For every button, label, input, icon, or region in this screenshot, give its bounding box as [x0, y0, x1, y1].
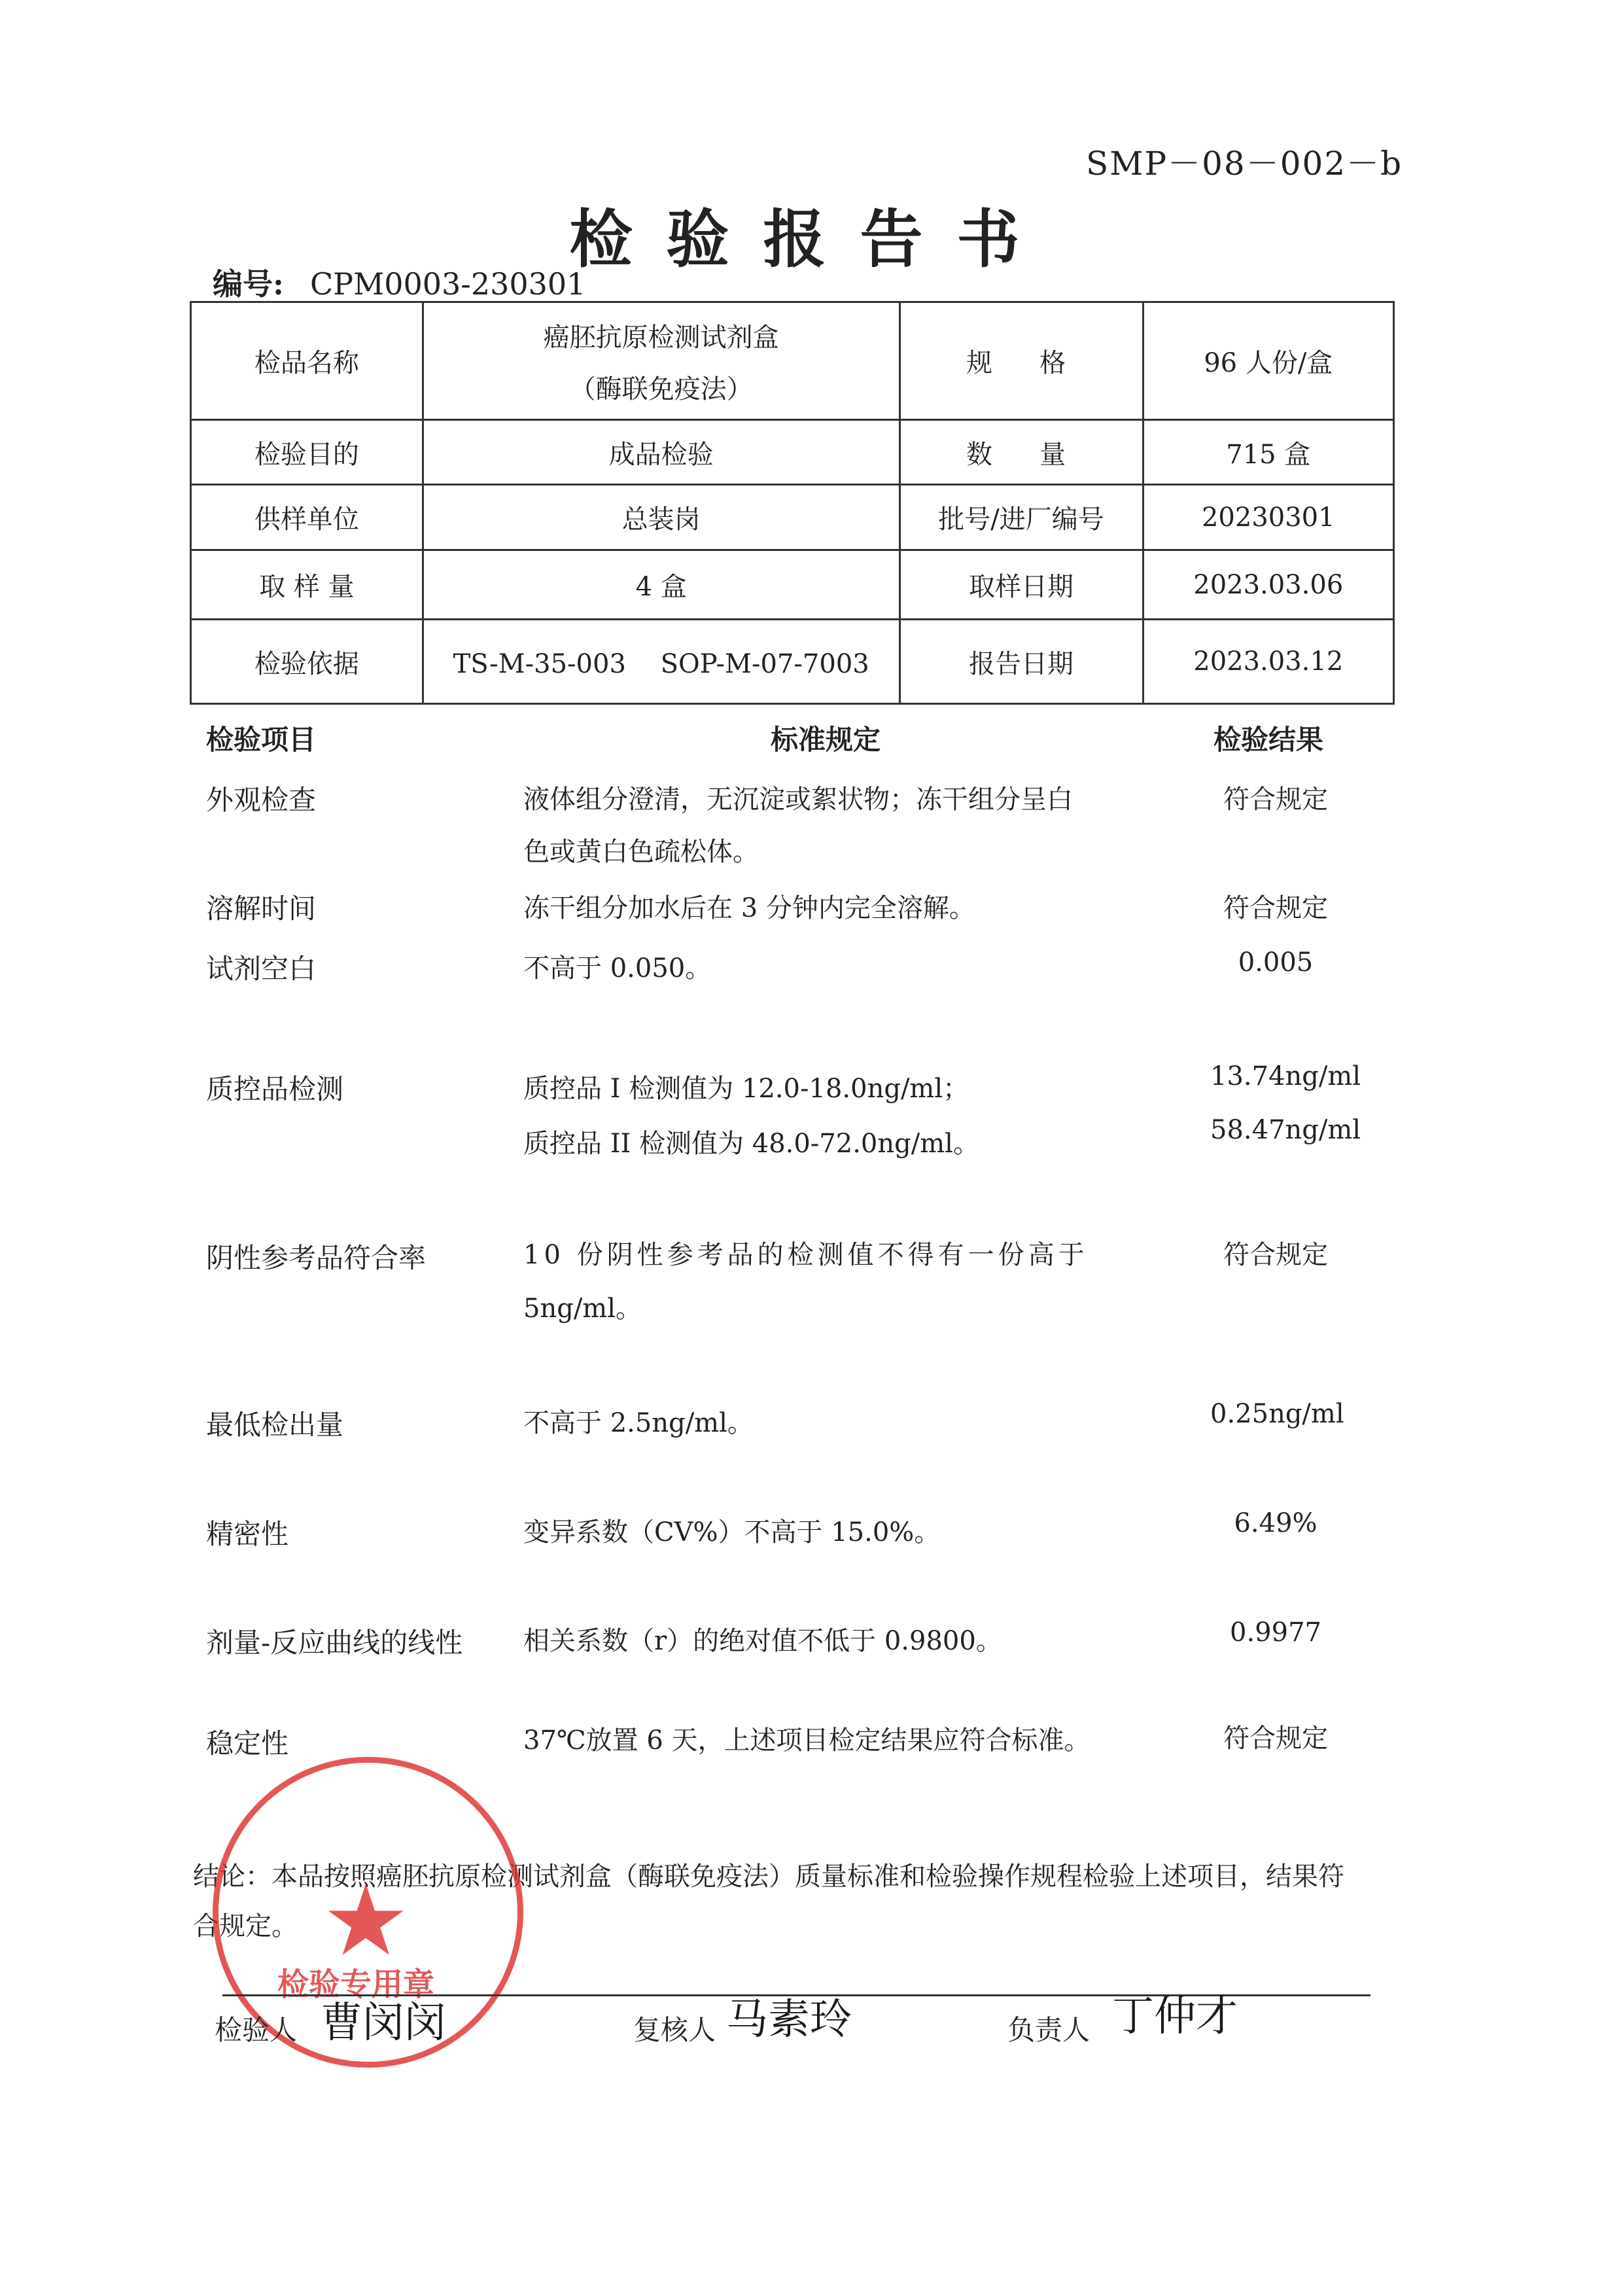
test-result-stability: 符合规定 [1223, 1723, 1328, 1754]
test-item-appearance: 外观检查 [206, 784, 317, 816]
test-std-linearity: 相关系数（r）的绝对值不低于 0.9800。 [523, 1626, 1002, 1656]
batch-value: 20230301 [1143, 485, 1393, 550]
test-item-precision: 精密性 [206, 1518, 289, 1550]
reviewer-signature: 马素玲 [726, 1996, 852, 2044]
product-name-line2: （酶联免疫法） [569, 374, 753, 404]
test-item-detection-limit: 最低检出量 [206, 1409, 344, 1441]
test-result-linearity: 0.9977 [1230, 1617, 1321, 1648]
test-result-detection-limit: 0.25ng/ml [1210, 1399, 1344, 1429]
serial-number [213, 260, 585, 304]
sample-date-label: 取样日期 [899, 550, 1143, 620]
conclusion-text: 结论：本品按照癌胚抗原检测试剂盒（酶联免疫法）质量标准和检验操作规程检验上述项目，结果符合规定。 [193, 1862, 1344, 1941]
serial-value: CPM0003-230301 [309, 266, 586, 302]
test-result-qc-2: 58.47ng/ml [1210, 1115, 1361, 1145]
batch-label: 批号/进厂编号 [899, 485, 1143, 550]
info-row-purpose [191, 420, 1394, 485]
test-std-qc-line2: 质控品 II 检测值为 48.0-72.0ng/ml。 [523, 1129, 979, 1159]
document-code: SMP－08－002－b [1086, 145, 1403, 183]
responsible-signature: 丁仲才 [1112, 1992, 1238, 2041]
test-item-negative-ref: 阴性参考品符合率 [206, 1242, 427, 1274]
reviewer-label: 复核人 [633, 2014, 716, 2046]
responsible-label: 负责人 [1007, 2014, 1091, 2046]
test-std-dissolution: 冻干组分加水后在 3 分钟内完全溶解。 [523, 893, 975, 923]
seal-text: 检验专用章 [277, 1966, 435, 2003]
test-std-stability: 37℃放置 6 天，上述项目检定结果应符合标准。 [523, 1725, 1091, 1756]
test-item-stability: 稳定性 [206, 1727, 289, 1759]
sample-amount-value: 4 盒 [423, 550, 899, 620]
inspector-label: 检验人 [215, 2014, 298, 2046]
test-std-detection-limit: 不高于 2.5ng/ml。 [523, 1408, 754, 1438]
report-date-value: 2023.03.12 [1143, 620, 1393, 704]
test-item-blank: 试剂空白 [206, 953, 317, 985]
purpose-value: 成品检验 [423, 420, 899, 485]
test-result-precision: 6.49% [1234, 1508, 1318, 1538]
spec-value: 96 人份/盒 [1143, 302, 1393, 420]
header-standard: 标准规定 [771, 724, 881, 756]
quantity-value: 715 盒 [1143, 420, 1393, 485]
test-std-precision: 变异系数（CV%）不高于 15.0%。 [523, 1517, 941, 1547]
sample-amount-label: 取 样 量 [191, 550, 423, 620]
purpose-label: 检验目的 [191, 420, 423, 485]
test-item-dissolution: 溶解时间 [206, 892, 317, 925]
basis-label: 检验依据 [191, 620, 423, 704]
supplier-label: 供样单位 [191, 485, 423, 550]
test-result-blank: 0.005 [1238, 947, 1314, 978]
quantity-label: 数 量 [899, 420, 1143, 485]
report-title: 检验报告书 [569, 202, 1054, 276]
spec-label: 规 格 [899, 302, 1143, 420]
test-std-blank: 不高于 0.050。 [523, 953, 712, 983]
info-table [190, 301, 1395, 705]
test-std-negative-ref-line1: 10 份阴性参考品的检测值不得有一份高于 [523, 1240, 1089, 1270]
supplier-value: 总装岗 [423, 485, 899, 550]
test-std-appearance-line1: 液体组分澄清，无沉淀或絮状物；冻干组分呈白 [523, 785, 1073, 815]
test-result-negative-ref: 符合规定 [1223, 1240, 1328, 1270]
serial-label: 编号: [213, 266, 284, 302]
inspector-signature: 曹闵闵 [321, 1999, 446, 2047]
product-name-value [423, 302, 899, 420]
test-result-qc-1: 13.74ng/ml [1210, 1061, 1361, 1091]
test-result-dissolution: 符合规定 [1223, 893, 1328, 923]
report-date-label: 报告日期 [899, 620, 1143, 704]
product-name-line1: 癌胚抗原检测试剂盒 [543, 322, 779, 353]
test-std-negative-ref-line2: 5ng/ml。 [523, 1294, 642, 1324]
info-row-product [191, 302, 1394, 420]
sample-date-value: 2023.03.06 [1143, 550, 1393, 620]
test-item-qc: 质控品检测 [206, 1073, 344, 1105]
test-std-qc-line1: 质控品 I 检测值为 12.0-18.0ng/ml； [523, 1074, 969, 1104]
basis-value: TS-M-35-003 SOP-M-07-7003 [423, 620, 899, 704]
info-row-sample [191, 550, 1394, 620]
header-test-item: 检验项目 [206, 724, 317, 756]
test-result-appearance: 符合规定 [1223, 785, 1328, 815]
test-std-appearance-line2: 色或黄白色疏松体。 [523, 837, 759, 867]
info-row-supplier [191, 485, 1394, 550]
info-row-basis [191, 620, 1394, 704]
test-item-linearity: 剂量-反应曲线的线性 [206, 1627, 463, 1659]
seal-star-icon: ★ [322, 1864, 410, 1978]
product-name-label: 检品名称 [191, 302, 423, 420]
header-result: 检验结果 [1213, 724, 1324, 756]
